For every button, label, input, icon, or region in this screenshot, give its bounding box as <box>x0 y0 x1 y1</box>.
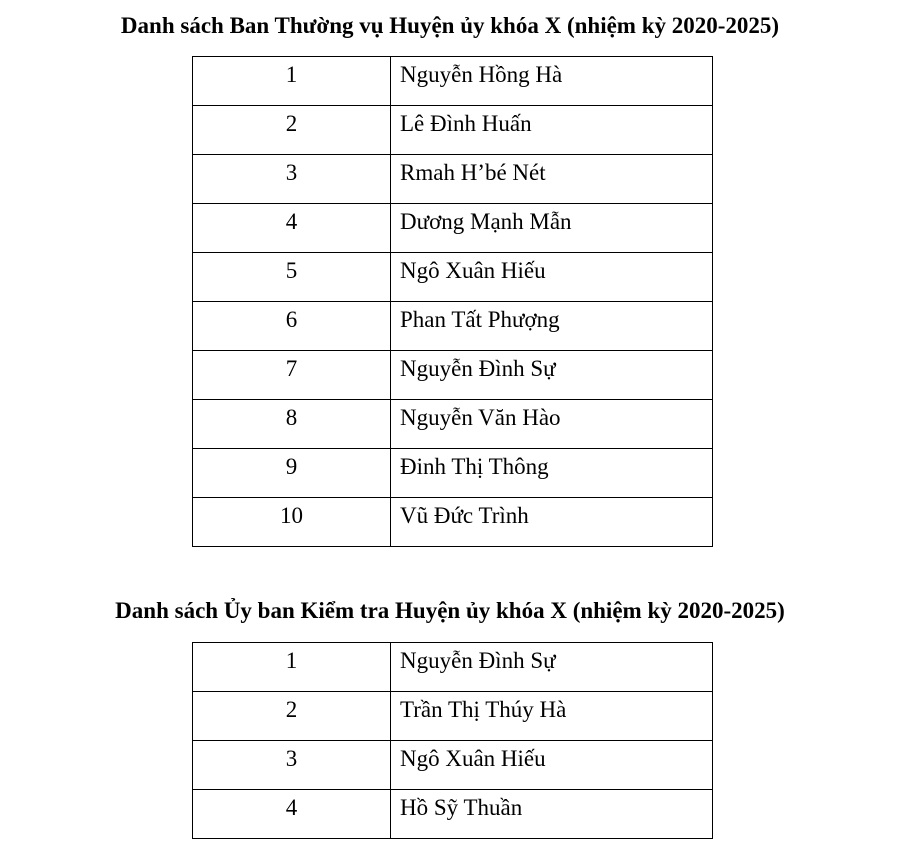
table-row <box>193 106 713 155</box>
inspection-committee-title: Danh sách Ủy ban Kiểm tra Huyện ủy khóa X (nhiệm kỳ 2020-2025) <box>115 598 785 623</box>
table-row <box>193 741 713 790</box>
row-number: 7 <box>193 351 391 400</box>
member-name: Ngô Xuân Hiếu <box>391 741 713 790</box>
member-name: Hồ Sỹ Thuần <box>391 790 713 839</box>
row-number: 9 <box>193 449 391 498</box>
member-name: Nguyễn Văn Hào <box>391 400 713 449</box>
table-row <box>193 400 713 449</box>
member-name: Đinh Thị Thông <box>391 449 713 498</box>
inspection-committee-table <box>192 642 713 839</box>
table-row <box>193 351 713 400</box>
row-number: 3 <box>193 155 391 204</box>
standing-committee-table <box>192 56 713 547</box>
standing-committee-title: Danh sách Ban Thường vụ Huyện ủy khóa X (nhiệm kỳ 2020-2025) <box>120 13 780 38</box>
member-name: Trần Thị Thúy Hà <box>391 692 713 741</box>
member-name: Ngô Xuân Hiếu <box>391 253 713 302</box>
member-name: Lê Đình Huấn <box>391 106 713 155</box>
table-row <box>193 449 713 498</box>
table-row <box>193 302 713 351</box>
table-row <box>193 253 713 302</box>
member-name: Nguyễn Đình Sự <box>391 351 713 400</box>
table-row <box>193 643 713 692</box>
table-row <box>193 692 713 741</box>
member-name: Nguyễn Đình Sự <box>391 643 713 692</box>
row-number: 10 <box>193 498 391 547</box>
row-number: 5 <box>193 253 391 302</box>
member-name: Dương Mạnh Mẫn <box>391 204 713 253</box>
table-row <box>193 155 713 204</box>
table-row <box>193 790 713 839</box>
row-number: 2 <box>193 106 391 155</box>
member-name: Phan Tất Phượng <box>391 302 713 351</box>
member-name: Vũ Đức Trình <box>391 498 713 547</box>
row-number: 6 <box>193 302 391 351</box>
row-number: 1 <box>193 57 391 106</box>
row-number: 8 <box>193 400 391 449</box>
table-row <box>193 204 713 253</box>
member-name: Nguyễn Hồng Hà <box>391 57 713 106</box>
row-number: 2 <box>193 692 391 741</box>
row-number: 4 <box>193 204 391 253</box>
table-row <box>193 57 713 106</box>
row-number: 4 <box>193 790 391 839</box>
row-number: 1 <box>193 643 391 692</box>
member-name: Rmah H’bé Nét <box>391 155 713 204</box>
table-row <box>193 498 713 547</box>
row-number: 3 <box>193 741 391 790</box>
